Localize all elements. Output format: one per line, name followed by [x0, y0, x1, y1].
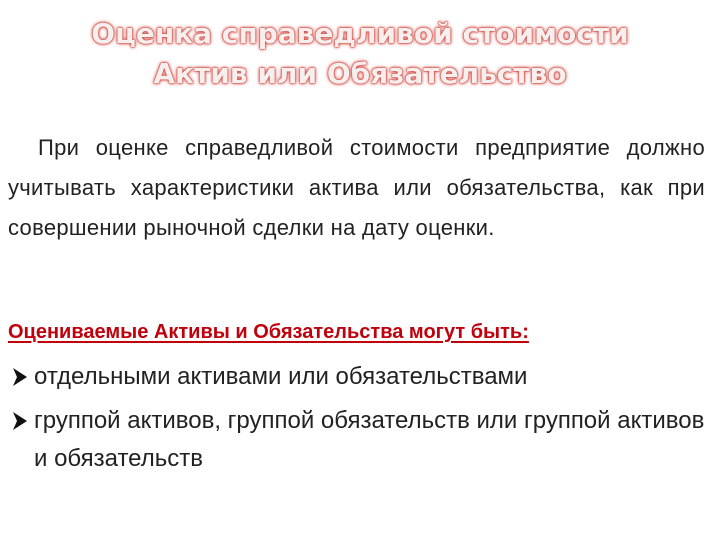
bullet-list	[8, 358, 708, 484]
page-title	[0, 14, 720, 94]
arrow-bullet-icon	[8, 358, 32, 396]
list-item	[8, 402, 708, 478]
list-heading: Оцениваемые Активы и Обязательства могут быть:	[8, 321, 529, 343]
intro-paragraph: При оценке справедливой стоимости предприятие должно учитывать характеристики актива или обязательства, как при совершении рыночной сделки на дату оценки.	[8, 135, 705, 240]
list-item-text: группой активов, группой обязательств или группой активов и обязательств	[34, 407, 705, 472]
title-line-2: Актив или Обязательство	[153, 57, 567, 90]
list-item-text: отдельными активами или обязательствами	[34, 363, 528, 390]
title-line-1: Оценка справедливой стоимости	[91, 17, 629, 50]
arrow-bullet-icon	[8, 402, 32, 440]
list-item	[8, 358, 708, 396]
